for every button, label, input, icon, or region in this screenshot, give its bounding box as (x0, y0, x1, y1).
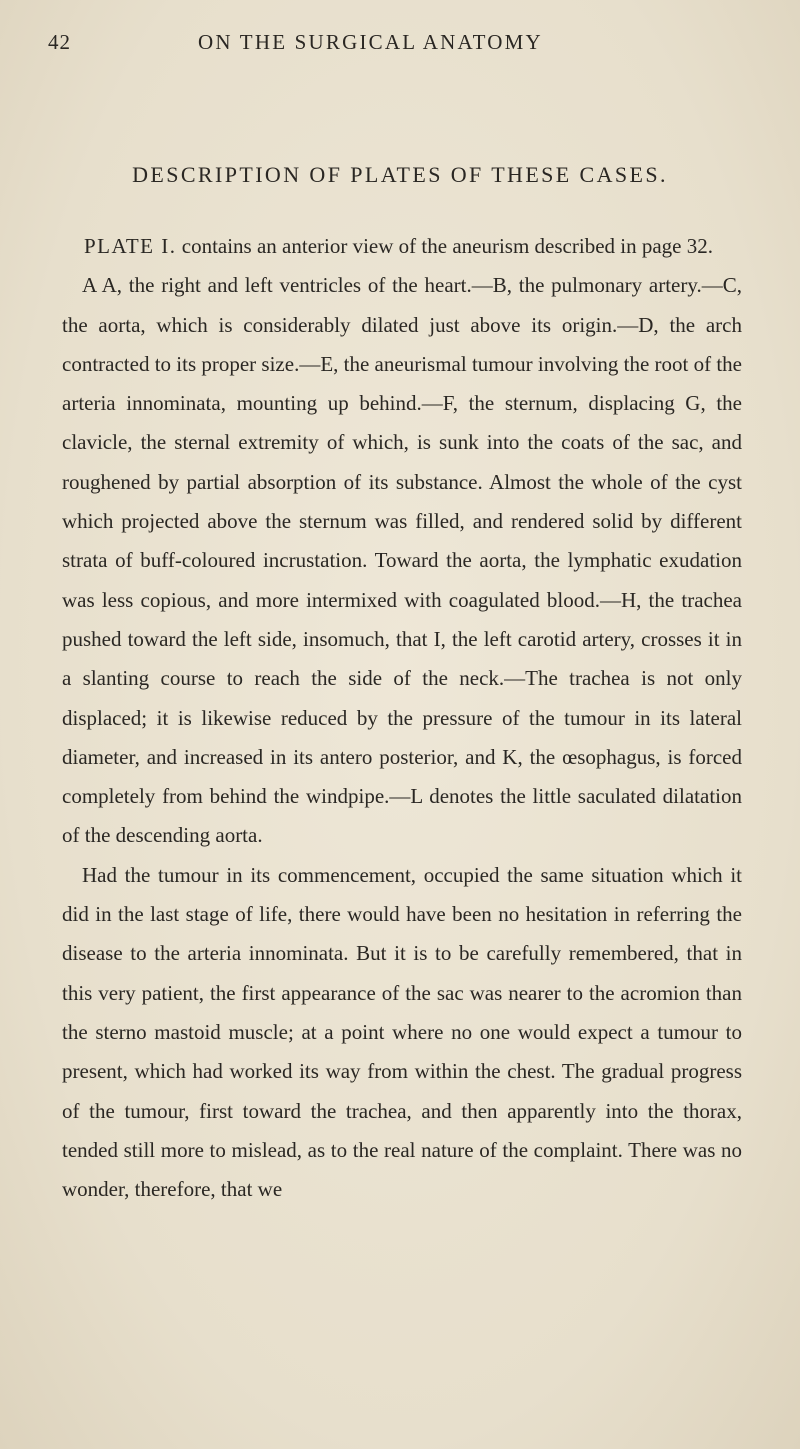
body-text (62, 227, 742, 1209)
paragraph-legend: A A, the right and left ventricles of the heart.—B, the pulmonary artery.—C, the aorta, which is considerably dilated just above its origin.—D, the arch contracted to its proper size.—E, the aneurismal tumour involving the root of the arteria innominata, mounting up behind.—F, the sternum, displacing G, the clavicle, the sternal extremity of which, is sunk into the coats of the sac, and roughened by partial absorption of its substance. Almost the whole of the cyst which projected above the sternum was filled, and rendered solid by different strata of buff-coloured incrustation. Toward the aorta, the lymphatic exudation was less copious, and more intermixed with coagulated blood.—H, the trachea pushed toward the left side, insomuch, that I, the left carotid artery, crosses it in a slanting course to reach the side of the neck.—The trachea is not only displaced; it is likewise reduced by the pressure of the tumour in its lateral diameter, and increased in its antero posterior, and K, the œsophagus, is forced completely from behind the windpipe.—L denotes the little saculated dilatation of the descending aorta. (62, 273, 742, 848)
paragraph-plate-intro (62, 227, 742, 266)
running-head: ON THE SURGICAL ANATOMY (198, 30, 543, 54)
plate-label: PLATE I. (84, 234, 177, 258)
page-number: 42 (48, 30, 71, 54)
section-title: DESCRIPTION OF PLATES OF THESE CASES. (132, 162, 668, 187)
page-header (48, 30, 740, 64)
plate-intro-text: contains an anterior view of the aneurism described in page 32. (176, 234, 713, 258)
paragraph-discussion: Had the tumour in its commencement, occupied the same situation which it did in the last stage of life, there would have been no hesitation in referring the disease to the arteria innominata. But it is to be carefully remembered, that in this very patient, the first appearance of the sac was nearer to the acromion than the sterno mastoid muscle; at a point where no one would expect a tumour to present, which had worked its way from within the chest. The gradual progress of the tumour, first toward the trachea, and then apparently into the thorax, tended still more to mislead, as to the real nature of the complaint. There was no wonder, therefore, that we (62, 862, 742, 1202)
